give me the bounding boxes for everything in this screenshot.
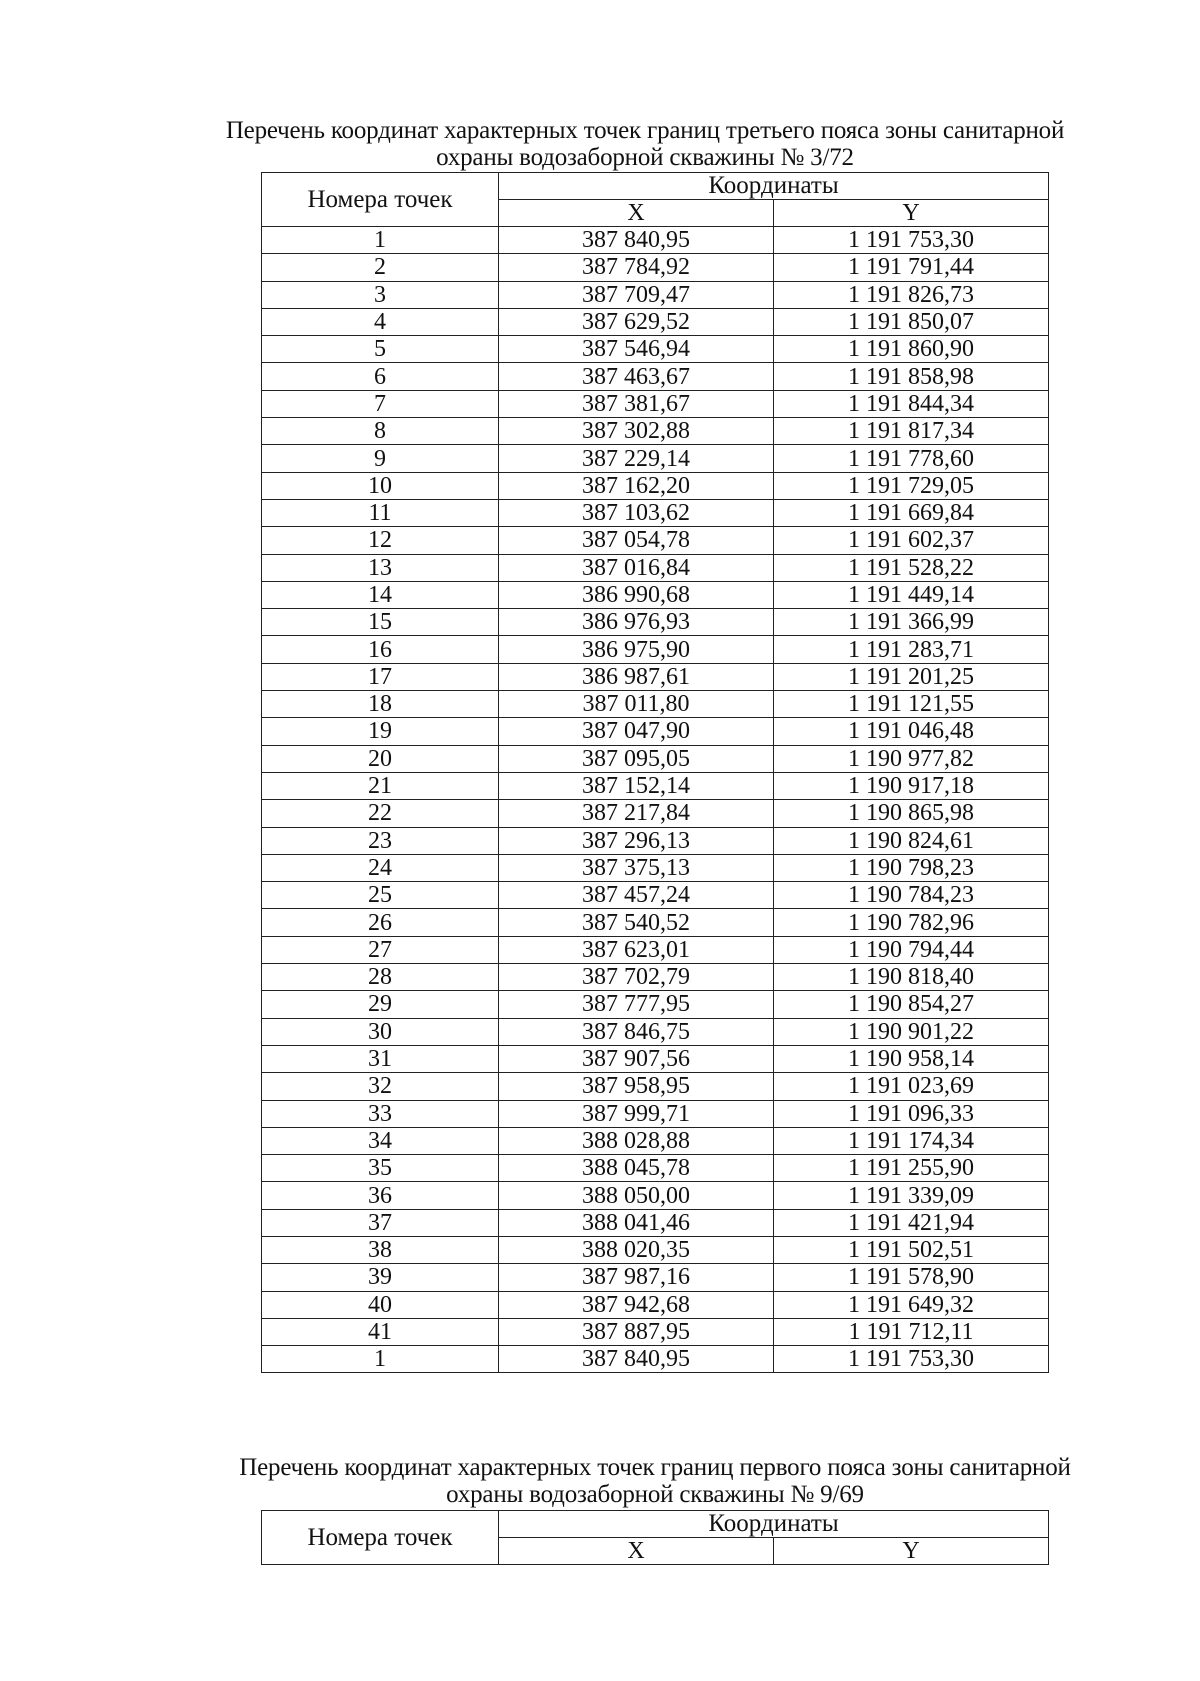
y-coordinate-cell: 1 191 174,34	[774, 1127, 1049, 1154]
x-coordinate-cell: 387 302,88	[499, 418, 774, 445]
table-row	[262, 936, 1049, 963]
point-number-cell: 4	[262, 308, 499, 335]
header-x: X	[499, 200, 774, 227]
point-number-cell: 19	[262, 718, 499, 745]
x-coordinate-cell: 387 709,47	[499, 281, 774, 308]
table-row	[262, 445, 1049, 472]
point-number-cell: 13	[262, 554, 499, 581]
table-row	[262, 1127, 1049, 1154]
y-coordinate-cell: 1 191 826,73	[774, 281, 1049, 308]
y-coordinate-cell: 1 190 784,23	[774, 882, 1049, 909]
point-number-cell: 37	[262, 1209, 499, 1236]
y-coordinate-cell: 1 191 283,71	[774, 636, 1049, 663]
header-point-numbers: Номера точек	[262, 173, 499, 227]
x-coordinate-cell: 387 054,78	[499, 527, 774, 554]
section1-title-line2: охраны водозаборной скважины № 3/72	[436, 144, 854, 171]
point-number-cell: 23	[262, 827, 499, 854]
table-row	[262, 1264, 1049, 1291]
point-number-cell: 14	[262, 581, 499, 608]
x-coordinate-cell: 387 777,95	[499, 991, 774, 1018]
table-row	[262, 554, 1049, 581]
point-number-cell: 39	[262, 1264, 499, 1291]
y-coordinate-cell: 1 191 791,44	[774, 254, 1049, 281]
table-row	[262, 772, 1049, 799]
y-coordinate-cell: 1 190 865,98	[774, 800, 1049, 827]
x-coordinate-cell: 387 296,13	[499, 827, 774, 854]
x-coordinate-cell: 387 846,75	[499, 1018, 774, 1045]
table-row	[262, 581, 1049, 608]
point-number-cell: 30	[262, 1018, 499, 1045]
point-number-cell: 27	[262, 936, 499, 963]
table-row	[262, 1209, 1049, 1236]
point-number-cell: 11	[262, 499, 499, 526]
table-row	[262, 827, 1049, 854]
y-coordinate-cell: 1 191 121,55	[774, 691, 1049, 718]
y-coordinate-cell: 1 190 917,18	[774, 772, 1049, 799]
point-number-cell: 24	[262, 854, 499, 881]
y-coordinate-cell: 1 191 096,33	[774, 1100, 1049, 1127]
table-row	[262, 254, 1049, 281]
point-number-cell: 5	[262, 336, 499, 363]
y-coordinate-cell: 1 191 255,90	[774, 1155, 1049, 1182]
x-coordinate-cell: 387 907,56	[499, 1045, 774, 1072]
table-row	[262, 472, 1049, 499]
y-coordinate-cell: 1 191 649,32	[774, 1291, 1049, 1318]
x-coordinate-cell: 387 958,95	[499, 1073, 774, 1100]
point-number-cell: 2	[262, 254, 499, 281]
y-coordinate-cell: 1 191 844,34	[774, 390, 1049, 417]
y-coordinate-cell: 1 191 449,14	[774, 581, 1049, 608]
point-number-cell: 15	[262, 609, 499, 636]
table-row	[262, 390, 1049, 417]
y-coordinate-cell: 1 191 421,94	[774, 1209, 1049, 1236]
x-coordinate-cell: 387 784,92	[499, 254, 774, 281]
table-row	[262, 691, 1049, 718]
point-number-cell: 1	[262, 227, 499, 254]
x-coordinate-cell: 387 229,14	[499, 445, 774, 472]
point-number-cell: 31	[262, 1045, 499, 1072]
x-coordinate-cell: 387 011,80	[499, 691, 774, 718]
point-number-cell: 36	[262, 1182, 499, 1209]
point-number-cell: 9	[262, 445, 499, 472]
table-row	[262, 527, 1049, 554]
header-x: X	[499, 1538, 774, 1565]
point-number-cell: 10	[262, 472, 499, 499]
x-coordinate-cell: 387 702,79	[499, 964, 774, 991]
table-row	[262, 854, 1049, 881]
x-coordinate-cell: 387 381,67	[499, 390, 774, 417]
x-coordinate-cell: 387 463,67	[499, 363, 774, 390]
y-coordinate-cell: 1 190 818,40	[774, 964, 1049, 991]
point-number-cell: 3	[262, 281, 499, 308]
x-coordinate-cell: 387 629,52	[499, 308, 774, 335]
y-coordinate-cell: 1 191 502,51	[774, 1236, 1049, 1263]
y-coordinate-cell: 1 191 729,05	[774, 472, 1049, 499]
header-y: Y	[774, 200, 1049, 227]
point-number-cell: 1	[262, 1346, 499, 1373]
section1-title	[180, 117, 1110, 171]
point-number-cell: 28	[262, 964, 499, 991]
x-coordinate-cell: 387 942,68	[499, 1291, 774, 1318]
x-coordinate-cell: 388 041,46	[499, 1209, 774, 1236]
x-coordinate-cell: 387 095,05	[499, 745, 774, 772]
x-coordinate-cell: 387 887,95	[499, 1318, 774, 1345]
table-header-row	[262, 173, 1049, 200]
table-row	[262, 336, 1049, 363]
section2-title-line1: Перечень координат характерных точек границ первого пояса зоны санитарной	[239, 1454, 1071, 1481]
y-coordinate-cell: 1 191 850,07	[774, 308, 1049, 335]
y-coordinate-cell: 1 191 712,11	[774, 1318, 1049, 1345]
y-coordinate-cell: 1 191 817,34	[774, 418, 1049, 445]
table-row	[262, 363, 1049, 390]
x-coordinate-cell: 386 990,68	[499, 581, 774, 608]
x-coordinate-cell: 387 103,62	[499, 499, 774, 526]
x-coordinate-cell: 386 976,93	[499, 609, 774, 636]
x-coordinate-cell: 387 152,14	[499, 772, 774, 799]
y-coordinate-cell: 1 191 602,37	[774, 527, 1049, 554]
table-row	[262, 499, 1049, 526]
table-row	[262, 1100, 1049, 1127]
y-coordinate-cell: 1 190 977,82	[774, 745, 1049, 772]
table-row	[262, 609, 1049, 636]
y-coordinate-cell: 1 190 782,96	[774, 909, 1049, 936]
x-coordinate-cell: 387 987,16	[499, 1264, 774, 1291]
table-row	[262, 1018, 1049, 1045]
header-y: Y	[774, 1538, 1049, 1565]
x-coordinate-cell: 387 047,90	[499, 718, 774, 745]
y-coordinate-cell: 1 191 201,25	[774, 663, 1049, 690]
y-coordinate-cell: 1 191 669,84	[774, 499, 1049, 526]
point-number-cell: 41	[262, 1318, 499, 1345]
point-number-cell: 8	[262, 418, 499, 445]
point-number-cell: 21	[262, 772, 499, 799]
point-number-cell: 38	[262, 1236, 499, 1263]
x-coordinate-cell: 387 540,52	[499, 909, 774, 936]
y-coordinate-cell: 1 191 339,09	[774, 1182, 1049, 1209]
x-coordinate-cell: 387 457,24	[499, 882, 774, 909]
y-coordinate-cell: 1 191 528,22	[774, 554, 1049, 581]
point-number-cell: 22	[262, 800, 499, 827]
y-coordinate-cell: 1 190 901,22	[774, 1018, 1049, 1045]
point-number-cell: 26	[262, 909, 499, 936]
table-row	[262, 1318, 1049, 1345]
x-coordinate-cell: 387 375,13	[499, 854, 774, 881]
table-row	[262, 663, 1049, 690]
table-row	[262, 418, 1049, 445]
header-coordinates: Координаты	[499, 1511, 1049, 1538]
point-number-cell: 6	[262, 363, 499, 390]
x-coordinate-cell: 387 016,84	[499, 554, 774, 581]
y-coordinate-cell: 1 191 753,30	[774, 227, 1049, 254]
section2-title-line2: охраны водозаборной скважины № 9/69	[446, 1481, 864, 1508]
y-coordinate-cell: 1 191 860,90	[774, 336, 1049, 363]
x-coordinate-cell: 387 840,95	[499, 227, 774, 254]
table-row	[262, 800, 1049, 827]
x-coordinate-cell: 386 987,61	[499, 663, 774, 690]
point-number-cell: 7	[262, 390, 499, 417]
point-number-cell: 40	[262, 1291, 499, 1318]
y-coordinate-cell: 1 191 023,69	[774, 1073, 1049, 1100]
header-point-numbers: Номера точек	[262, 1511, 499, 1565]
y-coordinate-cell: 1 191 578,90	[774, 1264, 1049, 1291]
section2-coordinates-table	[261, 1510, 1049, 1565]
point-number-cell: 25	[262, 882, 499, 909]
table-row	[262, 745, 1049, 772]
table-row	[262, 227, 1049, 254]
point-number-cell: 12	[262, 527, 499, 554]
table-row	[262, 281, 1049, 308]
point-number-cell: 32	[262, 1073, 499, 1100]
table-row	[262, 909, 1049, 936]
table-row	[262, 718, 1049, 745]
y-coordinate-cell: 1 190 958,14	[774, 1045, 1049, 1072]
section1-coordinates-table	[261, 172, 1049, 1373]
y-coordinate-cell: 1 191 046,48	[774, 718, 1049, 745]
x-coordinate-cell: 388 045,78	[499, 1155, 774, 1182]
point-number-cell: 33	[262, 1100, 499, 1127]
table-row	[262, 1182, 1049, 1209]
y-coordinate-cell: 1 191 753,30	[774, 1346, 1049, 1373]
section1-title-line1: Перечень координат характерных точек границ третьего пояса зоны санитарной	[225, 117, 1065, 144]
y-coordinate-cell: 1 190 794,44	[774, 936, 1049, 963]
x-coordinate-cell: 387 840,95	[499, 1346, 774, 1373]
x-coordinate-cell: 388 020,35	[499, 1236, 774, 1263]
table-row	[262, 636, 1049, 663]
table-row	[262, 1291, 1049, 1318]
y-coordinate-cell: 1 190 798,23	[774, 854, 1049, 881]
table-row	[262, 1073, 1049, 1100]
section2-title	[190, 1454, 1120, 1508]
point-number-cell: 16	[262, 636, 499, 663]
table-row	[262, 964, 1049, 991]
table-row	[262, 1346, 1049, 1373]
x-coordinate-cell: 387 217,84	[499, 800, 774, 827]
x-coordinate-cell: 387 623,01	[499, 936, 774, 963]
header-coordinates: Координаты	[499, 173, 1049, 200]
table-row	[262, 991, 1049, 1018]
point-number-cell: 18	[262, 691, 499, 718]
table-header-row	[262, 1511, 1049, 1538]
table-row	[262, 1155, 1049, 1182]
x-coordinate-cell: 387 162,20	[499, 472, 774, 499]
table-row	[262, 308, 1049, 335]
point-number-cell: 29	[262, 991, 499, 1018]
table-row	[262, 1045, 1049, 1072]
x-coordinate-cell: 387 546,94	[499, 336, 774, 363]
table-row	[262, 1236, 1049, 1263]
y-coordinate-cell: 1 191 366,99	[774, 609, 1049, 636]
point-number-cell: 35	[262, 1155, 499, 1182]
y-coordinate-cell: 1 191 778,60	[774, 445, 1049, 472]
x-coordinate-cell: 388 028,88	[499, 1127, 774, 1154]
point-number-cell: 17	[262, 663, 499, 690]
x-coordinate-cell: 388 050,00	[499, 1182, 774, 1209]
point-number-cell: 34	[262, 1127, 499, 1154]
x-coordinate-cell: 386 975,90	[499, 636, 774, 663]
x-coordinate-cell: 387 999,71	[499, 1100, 774, 1127]
point-number-cell: 20	[262, 745, 499, 772]
y-coordinate-cell: 1 190 824,61	[774, 827, 1049, 854]
y-coordinate-cell: 1 190 854,27	[774, 991, 1049, 1018]
y-coordinate-cell: 1 191 858,98	[774, 363, 1049, 390]
table-row	[262, 882, 1049, 909]
